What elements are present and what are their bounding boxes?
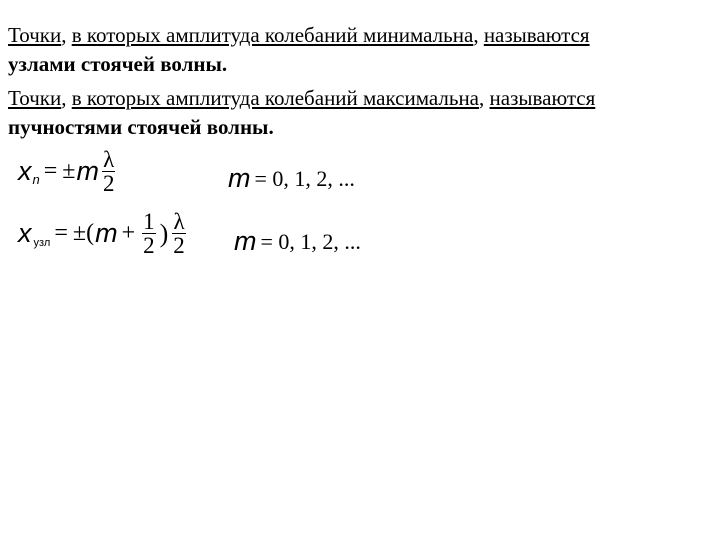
text-comma: , — [473, 23, 484, 47]
condition-values: = 0, 1, 2, ... — [254, 165, 355, 191]
subscript-node: узл — [33, 236, 51, 249]
plus-minus-paren: ±( — [72, 220, 95, 246]
var-m: m — [234, 226, 257, 256]
numerator-lambda: λ — [173, 209, 185, 234]
text-max-amplitude: в которых амплитуда колебаний максимальна — [71, 86, 480, 110]
text-called: называются — [483, 23, 590, 47]
var-x: x — [18, 156, 32, 186]
fraction-one-half — [142, 210, 156, 257]
equals-sign: = — [43, 158, 58, 184]
subscript-n: n — [32, 172, 40, 187]
numerator-1: 1 — [143, 209, 155, 234]
formula-antinode-position — [18, 148, 118, 195]
paragraph-nodes-definition — [8, 21, 708, 79]
text-comma: , — [479, 86, 490, 110]
term-nodes: узлами стоячей волны. — [8, 52, 228, 76]
text-points: Точки — [8, 86, 62, 110]
denominator-2: 2 — [173, 233, 185, 258]
term-antinodes: пучностями стоячей волны. — [8, 115, 274, 139]
equals-sign: = — [54, 220, 68, 246]
text-comma: , — [61, 86, 72, 110]
formula-node-position — [18, 210, 189, 257]
text-called: называются — [489, 86, 596, 110]
denominator-2: 2 — [143, 233, 155, 258]
text-points: Точки — [8, 23, 62, 47]
text-min-amplitude: в которых амплитуда колебаний минимальна — [71, 23, 474, 47]
plus-minus-sign: ± — [62, 158, 76, 184]
plus-sign: + — [121, 220, 136, 246]
close-paren: ) — [159, 218, 169, 248]
var-x: x — [18, 218, 32, 248]
fraction-lambda-over-2 — [102, 148, 116, 195]
condition-antinode — [228, 163, 355, 194]
numerator-lambda: λ — [103, 147, 115, 172]
condition-node — [234, 226, 361, 257]
var-m: m — [95, 218, 118, 248]
condition-values: = 0, 1, 2, ... — [260, 228, 361, 254]
denominator-2: 2 — [102, 171, 115, 196]
var-m: m — [228, 163, 251, 193]
var-m: m — [76, 156, 99, 186]
paragraph-antinodes-definition — [8, 84, 708, 142]
text-comma: , — [61, 23, 72, 47]
fraction-lambda-over-2 — [172, 210, 186, 257]
